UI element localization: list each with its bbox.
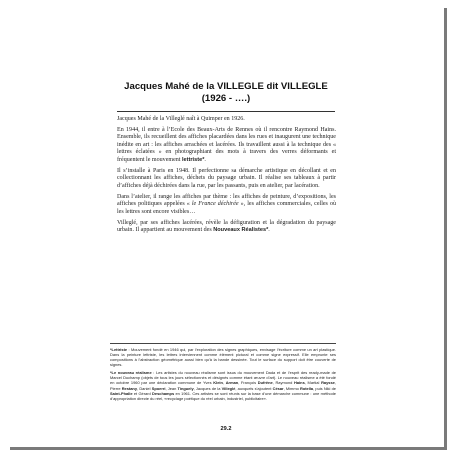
footnote-text-run: , Jean [165, 385, 178, 391]
title-divider [117, 111, 335, 112]
artist-name: Arman [225, 380, 239, 386]
footnote-text-run: en 1961. Ces artistes se sont réunis sur la base d’une démarche commune : une méthode d’appropriation directe du réel, «recyclage poétique du réel urbain, industriel, publicitaire». [110, 390, 336, 401]
footnote-text-run: et Gérard [132, 390, 153, 396]
paragraph: Villeglé, par ses affiches lacérées, révèle la défiguration et la dégradation du paysage urbain. Il appartient au mouvement des Nouveaux Réalistes*. [117, 219, 336, 234]
artist-name: Tinguely [177, 385, 194, 391]
paragraph: Il s’installe à Paris en 1948. Il perfectionne sa démarche artistique en décollant et en collectionnant les affiches, déchets du paysage urbain. Il réalise ses tableaux à partir d’affiches déjà déchirées dans la rue, par les passants, puis en atelier, par lacération. [117, 167, 336, 189]
footnote-text-run: , Mimmo [283, 385, 300, 391]
quote-france-dechiree: le France déchirée [191, 201, 239, 208]
footnote-text-run: , puis Niki de [313, 385, 336, 391]
artist-name: Rotella [299, 385, 314, 391]
page-title [110, 81, 342, 105]
footnote-lettriste: *Lettriste : Mouvement fondé en 1946 qui, par l’exploration des signes graphiques, envisage l’écriture comme un art plastique. Dans la peinture lettriste, les lettres interviennent comme élément pictural et comme signe expressif. Elle emprunte ses compositions à l’abstraction géométrique aussi bien qu’à la bande dessinée. Tout le surface du support doit être couverte de signes. [110, 347, 336, 368]
artist-name: Raysse [321, 380, 335, 386]
artist-name: Hains [294, 380, 305, 386]
footnote-text-run: , François [238, 380, 258, 386]
title-line-1: Jacques Mahé de la VILLEGLE dit VILLEGLE [124, 81, 328, 92]
footnote-text-run: , Pierre [110, 380, 336, 391]
footnote-nouveau-realisme: *Le nouveau réalisme : Les artistes du nouveau réalisme sont issus du mouvement Dada et de l’esprit des ready-made de Marcel Duchamp (objets de tous les jours sélectionnés et désignés comme étant œuvre d’art). Le nouveau réalisme a été fondé en octobre 1960 par une déclaration commune de Yves Klein, Arman, François Dufrêne, Raymond Hains, Martial Raysse, Pierre Restany, Daniel Spoerri, Jean Tinguely, Jacques de la Villeglé, auxquels s’ajoutent César, Mimmo Rotella, puis Niki de Saint-Phalle et Gérard Deschamps en 1961. Ces artistes se sont réunis sur la base d’une démarche commune : une méthode d’appropriation directe du réel, «recyclage poétique du réel urbain, industriel, publicitaire». [110, 370, 336, 401]
paragraph: Jacques Mahé de la Villeglé naît à Quimper en 1926. [117, 116, 245, 122]
footnotes [110, 347, 336, 404]
page-shadow-right [444, 8, 447, 448]
footnote-text-run: , Martial [304, 380, 322, 386]
artist-name: Restany [121, 385, 138, 391]
footnote-text-run: , Jacques de la [193, 385, 222, 391]
artist-name: César [272, 385, 284, 391]
artist-name: Deschamps [152, 390, 175, 396]
footnote-text-run: , Raymond [272, 380, 295, 386]
footnote-text-run: , Daniel [137, 385, 152, 391]
footnote-divider [110, 343, 336, 344]
artist-name: Dufrêne [257, 380, 273, 386]
term-nouveaux-realistes: Nouveaux Réalistes* [213, 227, 269, 234]
term-lettriste: lettriste* [181, 156, 205, 163]
footnote-text-run: , [222, 380, 226, 386]
paragraph: En 1944, il entre à l’Ecole des Beaux-Arts de Rennes où il rencontre Raymond Hains. Ensemble, ils recueillent des affiches placardées dans les rues et inaugurent une technique inédite en art : les affiches arrachées et lacérées. Ils travaillent aussi à la technique des « lettres éclatées » en photographiant des mots à travers des verres déformants et fréquentent le mouvement lettriste*. [117, 126, 336, 163]
page-shadow-bottom [10, 447, 447, 450]
artist-name: Villeglé [221, 385, 236, 391]
page-number: 29.2 [220, 426, 232, 432]
artist-name: Klein [213, 380, 223, 386]
title-line-2: (1926 - ….) [201, 93, 251, 104]
artist-name: Saint-Phalle [110, 390, 133, 396]
artist-name: Spoerri [151, 385, 166, 391]
footnote-text-run: , auxquels s’ajoutent [235, 385, 273, 391]
paragraph: Dans l’atelier, il range les affiches par thème : les affiches de peinture, d’expositions, les affiches politiques appelées « le France déchirée », les affiches commerciales, celles où les lettres sont encore visibles… [117, 193, 336, 215]
biography-text [117, 116, 336, 238]
